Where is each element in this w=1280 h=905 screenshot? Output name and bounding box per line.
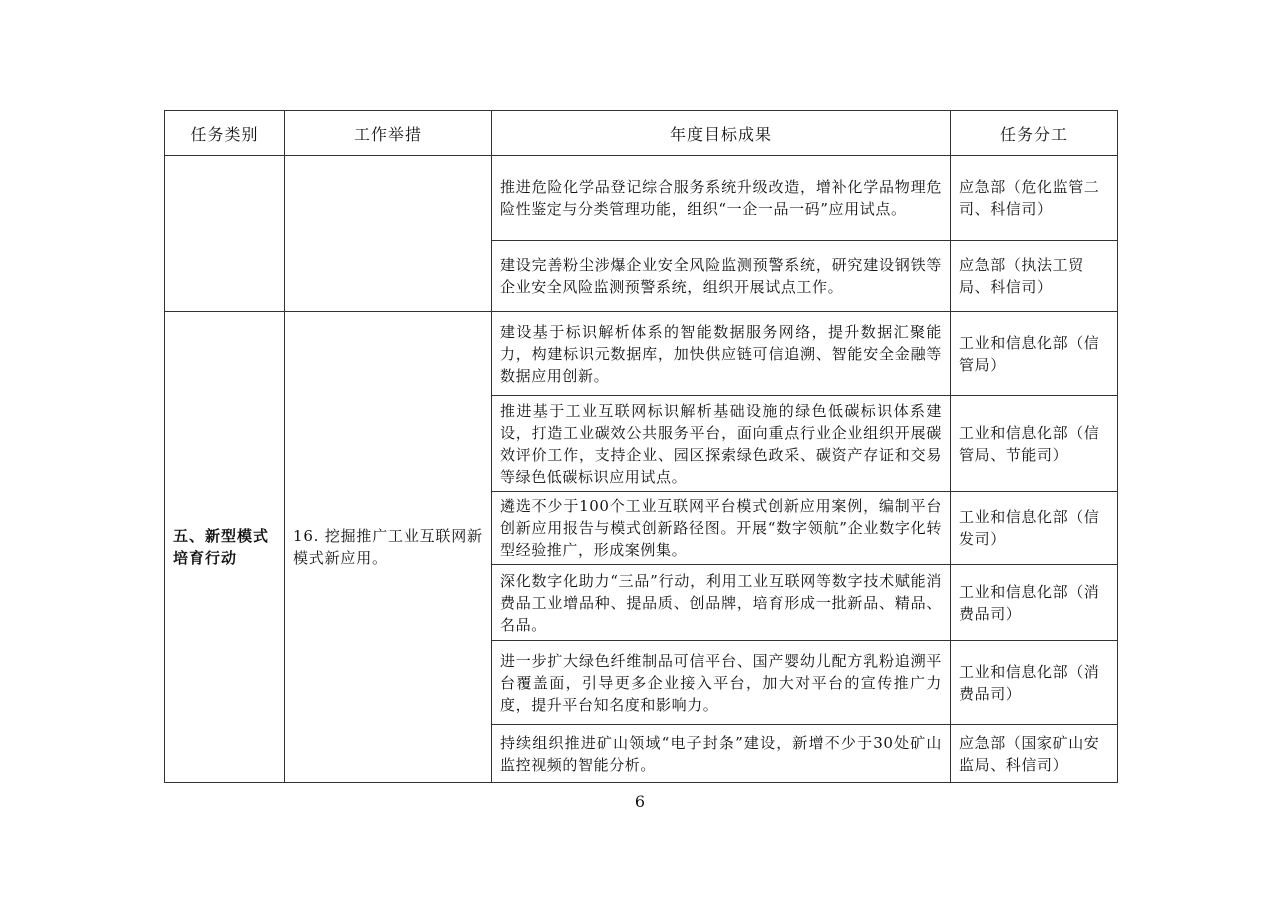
owner-cell: 应急部（执法工贸局、科信司） [951,241,1118,312]
table-row [165,312,1118,396]
table-header-row [165,111,1118,156]
goal-cell: 持续组织推进矿山领域“电子封条”建设，新增不少于30处矿山监控视频的智能分析。 [492,725,951,783]
header-task-category: 任务类别 [165,111,285,156]
goal-cell: 推进基于工业互联网标识解析基础设施的绿色低碳标识体系建设，打造工业碳效公共服务平台，面向重点行业企业组织开展碳效评价工作，支持企业、园区探索绿色政采、碳资产存证和交易等绿色低碳标识应用试点。 [492,396,951,492]
owner-cell: 应急部（危化监管二司、科信司） [951,156,1118,241]
goal-cell: 建设完善粉尘涉爆企业安全风险监测预警系统，研究建设钢铁等企业安全风险监测预警系统，组织开展试点工作。 [492,241,951,312]
owner-cell: 工业和信息化部（信管局） [951,312,1118,396]
header-task-assignment: 任务分工 [951,111,1118,156]
owner-cell: 工业和信息化部（信管局、节能司） [951,396,1118,492]
goal-cell: 深化数字化助力“三品”行动，利用工业互联网等数字技术赋能消费品工业增品种、提品质、创品牌，培育形成一批新品、精品、名品。 [492,565,951,641]
goal-cell: 遴选不少于100个工业互联网平台模式创新应用案例，编制平台创新应用报告与模式创新路径图。开展“数字领航”企业数字化转型经验推广，形成案例集。 [492,492,951,565]
owner-cell: 工业和信息化部（消费品司） [951,565,1118,641]
header-work-measure: 工作举措 [285,111,492,156]
owner-cell: 工业和信息化部（信发司） [951,492,1118,565]
measure-cell-empty [285,156,492,312]
goal-cell: 推进危险化学品登记综合服务系统升级改造，增补化学品物理危险性鉴定与分类管理功能，组织“一企一品一码”应用试点。 [492,156,951,241]
table-row [165,156,1118,241]
header-annual-goal: 年度目标成果 [492,111,951,156]
category-cell-empty [165,156,285,312]
goal-cell: 建设基于标识解析体系的智能数据服务网络，提升数据汇聚能力，构建标识元数据库，加快供应链可信追溯、智能安全金融等数据应用创新。 [492,312,951,396]
category-cell: 五、新型模式培育行动 [165,312,285,783]
owner-cell: 工业和信息化部（消费品司） [951,641,1118,725]
page-number: 6 [634,792,646,811]
goal-cell: 进一步扩大绿色纤维制品可信平台、国产婴幼儿配方乳粉追溯平台覆盖面，引导更多企业接入平台，加大对平台的宣传推广力度，提升平台知名度和影响力。 [492,641,951,725]
measure-cell: 16. 挖掘推广工业互联网新模式新应用。 [285,312,492,783]
owner-cell: 应急部（国家矿山安监局、科信司） [951,725,1118,783]
task-table [164,110,1118,783]
